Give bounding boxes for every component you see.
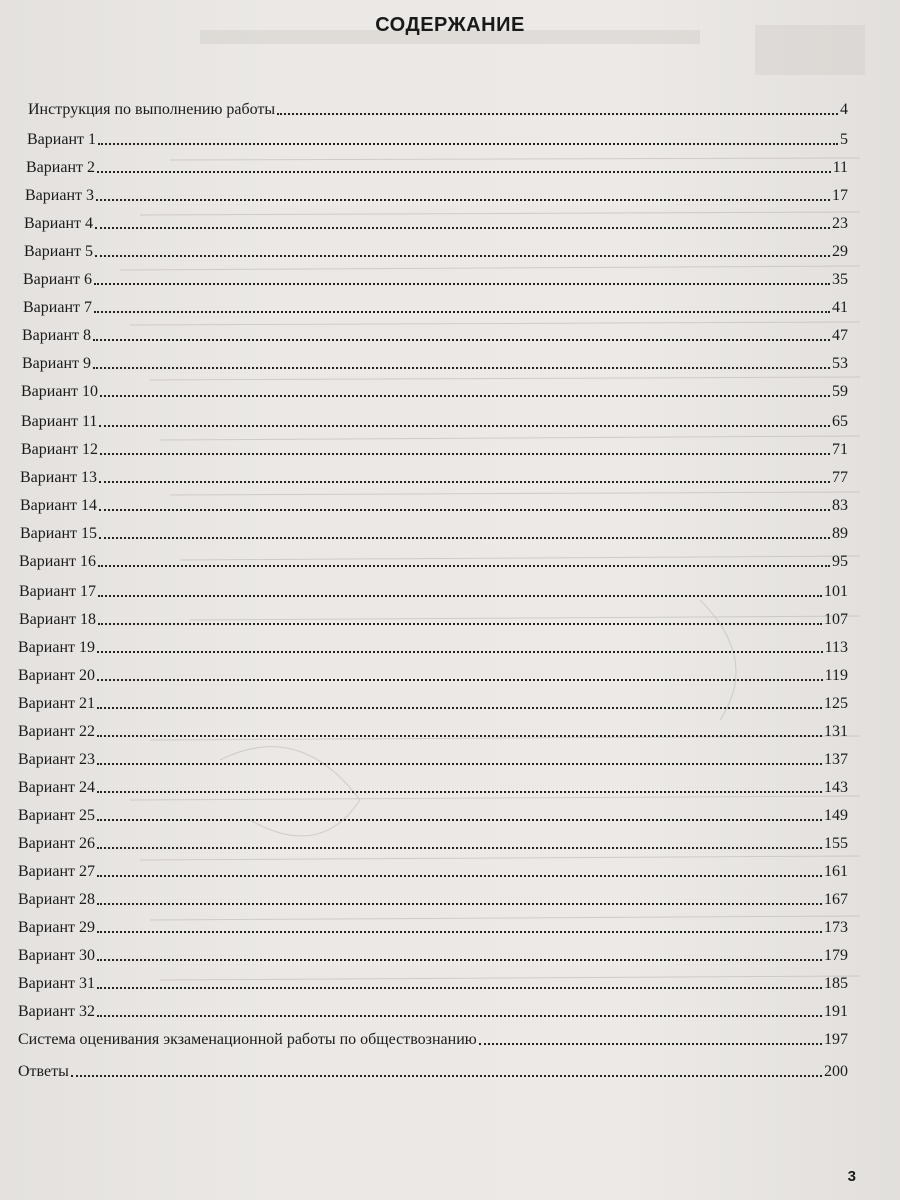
toc-entry (18, 1030, 848, 1050)
toc-dot-leader (99, 468, 830, 483)
toc-entry (21, 412, 848, 432)
toc-entry-label: Вариант 18 (19, 611, 96, 628)
toc-entry (18, 862, 848, 882)
toc-dot-leader (97, 694, 822, 709)
toc-entry-page: 4 (840, 101, 848, 118)
toc-entry-label: Вариант 2 (26, 159, 95, 176)
toc-entry-label: Вариант 12 (21, 441, 98, 458)
page-number: 3 (847, 1168, 856, 1185)
toc-entry-page: 101 (824, 583, 848, 600)
toc-entry-page: 5 (840, 131, 848, 148)
toc-dot-leader (99, 496, 830, 511)
toc-entry-label: Вариант 10 (21, 383, 98, 400)
toc-entry-label: Вариант 28 (18, 891, 95, 908)
toc-dot-leader (277, 100, 838, 115)
toc-dot-leader (99, 412, 830, 427)
toc-entry-page: 65 (832, 413, 848, 430)
toc-entry (19, 552, 848, 572)
toc-entry-page: 71 (832, 441, 848, 458)
toc-entry (18, 750, 848, 770)
toc-entry (28, 100, 848, 120)
page-title: СОДЕРЖАНИЕ (375, 14, 525, 36)
toc-dot-leader (97, 1002, 822, 1017)
toc-entry (18, 1062, 848, 1082)
toc-entry-label: Вариант 23 (18, 751, 95, 768)
toc-entry-label: Вариант 15 (20, 525, 97, 542)
toc-entry-page: 89 (832, 525, 848, 542)
toc-entry-label: Вариант 22 (18, 723, 95, 740)
toc-dot-leader (95, 214, 830, 229)
toc-entry-page: 119 (824, 667, 848, 684)
toc-dot-leader (479, 1030, 822, 1045)
toc-dot-leader (93, 354, 830, 369)
toc-entry-page: 47 (832, 327, 848, 344)
toc-dot-leader (97, 806, 822, 821)
toc-entry-page: 53 (832, 355, 848, 372)
toc-entry-label: Вариант 20 (18, 667, 95, 684)
toc-entry-label: Вариант 25 (18, 807, 95, 824)
toc-entry (23, 270, 848, 290)
toc-dot-leader (98, 610, 822, 625)
toc-entry-label: Система оценивания экзаменационной работы по обществознанию (18, 1031, 477, 1048)
toc-entry-label: Вариант 16 (19, 553, 96, 570)
toc-entry (19, 582, 848, 602)
toc-dot-leader (98, 552, 830, 567)
toc-entry-label: Вариант 4 (24, 215, 93, 232)
toc-entry-label: Вариант 1 (27, 131, 96, 148)
toc-entry-label: Ответы (18, 1063, 69, 1080)
toc-entry-page: 125 (824, 695, 848, 712)
toc-dot-leader (97, 666, 823, 681)
toc-dot-leader (98, 130, 838, 145)
toc-entry (24, 214, 848, 234)
toc-dot-leader (98, 582, 822, 597)
toc-entry-label: Вариант 3 (25, 187, 94, 204)
toc-entry-page: 77 (832, 469, 848, 486)
toc-entry-label: Вариант 26 (18, 835, 95, 852)
toc-entry-label: Вариант 5 (24, 243, 93, 260)
toc-entry-page: 113 (824, 639, 848, 656)
toc-entry (18, 638, 848, 658)
toc-dot-leader (100, 440, 830, 455)
toc-dot-leader (71, 1062, 822, 1077)
toc-dot-leader (97, 834, 822, 849)
toc-entry-label: Вариант 29 (18, 919, 95, 936)
toc-dot-leader (95, 242, 830, 257)
toc-entry-page: 41 (832, 299, 848, 316)
toc-entry-label: Вариант 19 (18, 639, 95, 656)
toc-dot-leader (97, 918, 822, 933)
toc-entry-page: 107 (824, 611, 848, 628)
toc-entry-page: 95 (832, 553, 848, 570)
toc-entry (19, 610, 848, 630)
toc-entry (18, 694, 848, 714)
toc-dot-leader (100, 382, 830, 397)
toc-entry-page: 17 (832, 187, 848, 204)
toc-entry (18, 1002, 848, 1022)
toc-entry-label: Вариант 14 (20, 497, 97, 514)
toc-entry-label: Вариант 24 (18, 779, 95, 796)
toc-entry-page: 83 (832, 497, 848, 514)
toc-entry (20, 496, 848, 516)
toc-dot-leader (97, 974, 822, 989)
toc-dot-leader (97, 638, 823, 653)
toc-dot-leader (97, 862, 822, 877)
toc-entry-label: Вариант 11 (21, 413, 98, 430)
toc-entry-page: 185 (824, 975, 848, 992)
toc-entry-page: 173 (824, 919, 848, 936)
toc-entry (24, 242, 848, 262)
toc-entry (22, 326, 848, 346)
toc-dot-leader (93, 326, 830, 341)
toc-entry-label: Вариант 21 (18, 695, 95, 712)
toc-entry-label: Вариант 9 (22, 355, 91, 372)
toc-entry-page: 29 (832, 243, 848, 260)
toc-entry-label: Вариант 7 (23, 299, 92, 316)
toc-entry (26, 158, 848, 178)
toc-entry (18, 806, 848, 826)
toc-entry-label: Вариант 17 (19, 583, 96, 600)
toc-entry-page: 143 (824, 779, 848, 796)
toc-entry-label: Вариант 32 (18, 1003, 95, 1020)
toc-dot-leader (97, 890, 822, 905)
toc-entry-page: 23 (832, 215, 848, 232)
toc-dot-leader (99, 524, 830, 539)
toc-entry-page: 155 (824, 835, 848, 852)
toc-entry-page: 200 (824, 1063, 848, 1080)
toc-entry (18, 890, 848, 910)
toc-entry-page: 191 (824, 1003, 848, 1020)
toc-entry (20, 468, 848, 488)
toc-entry (18, 918, 848, 938)
toc-dot-leader (97, 722, 822, 737)
toc-entry-page: 35 (832, 271, 848, 288)
toc-entry (18, 722, 848, 742)
toc-entry-label: Вариант 8 (22, 327, 91, 344)
toc-entry (21, 382, 848, 402)
toc-dot-leader (94, 270, 830, 285)
toc-entry-page: 59 (832, 383, 848, 400)
toc-entry (25, 186, 848, 206)
toc-entry (23, 298, 848, 318)
toc-entry-label: Вариант 30 (18, 947, 95, 964)
toc-dot-leader (97, 946, 822, 961)
toc-dot-leader (97, 750, 822, 765)
toc-entry (18, 946, 848, 966)
toc-entry-page: 161 (824, 863, 848, 880)
toc-entry-page: 137 (824, 751, 848, 768)
toc-entry (21, 440, 848, 460)
toc-entry (27, 130, 848, 150)
toc-entry-label: Вариант 6 (23, 271, 92, 288)
toc-entry-page: 167 (824, 891, 848, 908)
toc-dot-leader (96, 186, 830, 201)
toc-entry-page: 179 (824, 947, 848, 964)
toc-entry-page: 11 (832, 159, 848, 176)
toc-entry (18, 778, 848, 798)
toc-entry-label: Вариант 31 (18, 975, 95, 992)
toc-entry (20, 524, 848, 544)
toc-entry (18, 834, 848, 854)
toc-entry (22, 354, 848, 374)
toc-entry-label: Вариант 13 (20, 469, 97, 486)
toc-entry-page: 149 (824, 807, 848, 824)
toc-entry (18, 666, 848, 686)
toc-entry-page: 131 (824, 723, 848, 740)
toc-entry (18, 974, 848, 994)
toc-dot-leader (94, 298, 830, 313)
toc-entry-page: 197 (824, 1031, 848, 1048)
toc-dot-leader (97, 158, 831, 173)
toc-dot-leader (97, 778, 822, 793)
toc-entry-label: Инструкция по выполнению работы (28, 101, 276, 118)
toc-entry-label: Вариант 27 (18, 863, 95, 880)
